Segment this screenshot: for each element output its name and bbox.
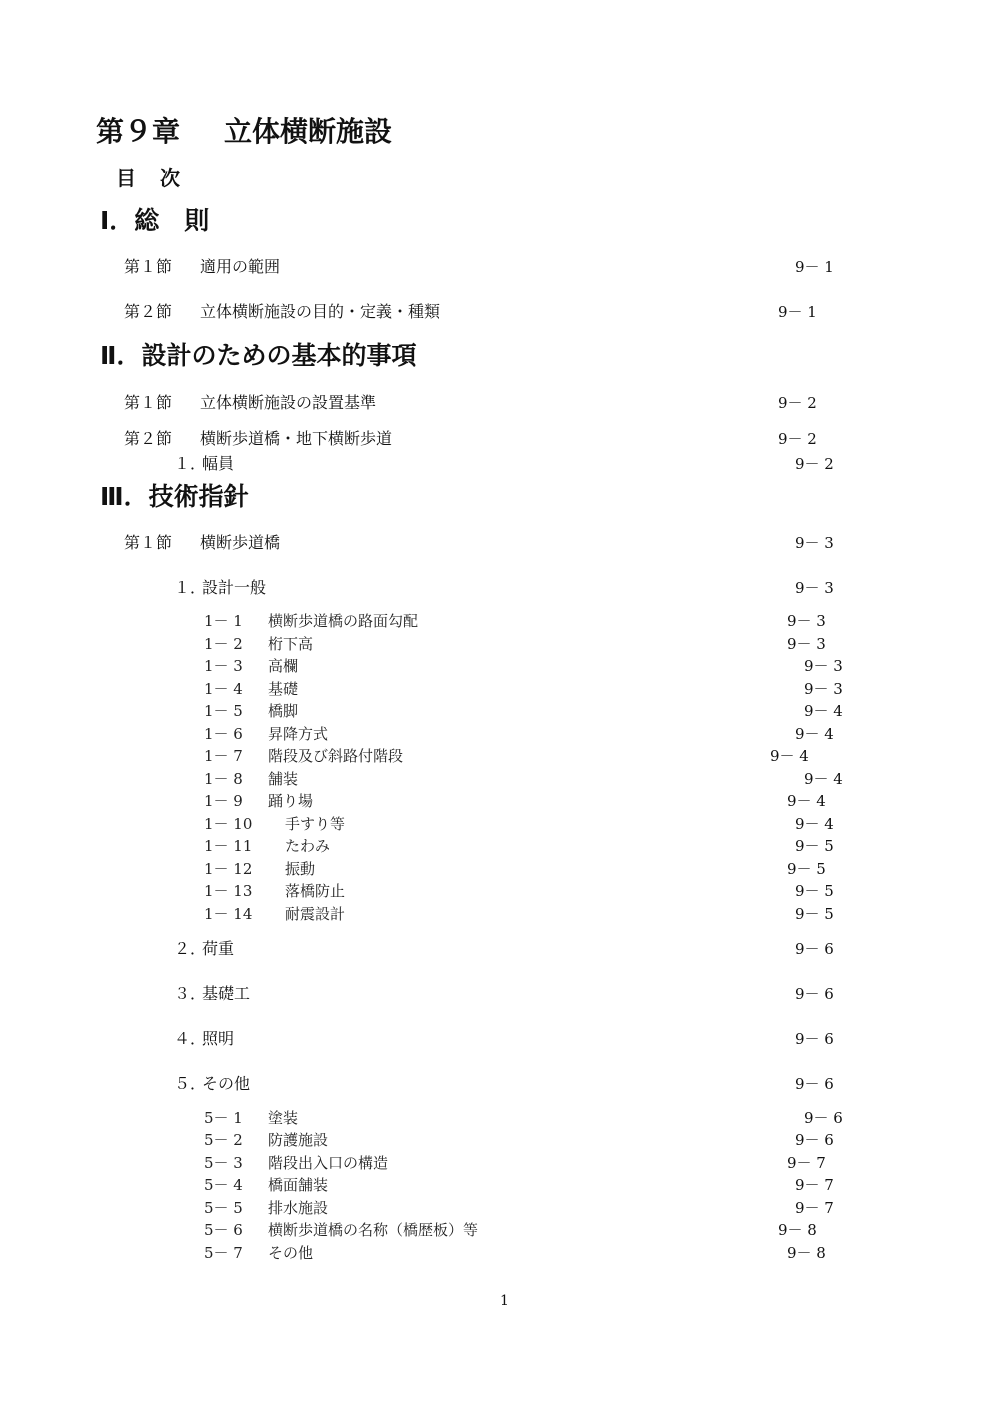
toc-entry-title: 横断歩道橋 (200, 533, 281, 552)
toc-entry-number: 1－ 3 (204, 657, 243, 675)
toc-entry-page: 9－ 4 (787, 792, 826, 810)
chapter-number: 第９章 (96, 115, 181, 148)
toc-entry-number: 第１節 (124, 257, 173, 276)
part-heading: Ⅱ．設計のための基本的事項 (100, 341, 417, 370)
toc-entry-number: 5－ 3 (204, 1154, 243, 1172)
toc-entry-page: 9－ 6 (795, 1030, 834, 1048)
toc-entry-title: 塗装 (268, 1109, 299, 1127)
toc-entry-page: 9－ 6 (795, 985, 834, 1003)
toc-entry-page: 9－ 3 (795, 534, 834, 552)
toc-entry-title: 立体横断施設の設置基準 (200, 393, 377, 412)
toc-entry-page: 9－ 3 (804, 657, 843, 675)
toc-entry-page: 9－ 5 (795, 837, 834, 855)
toc-entry-page: 9－ 5 (795, 882, 834, 900)
toc-entry-page: 9－ 2 (778, 394, 817, 412)
toc-entry-title: 排水施設 (268, 1199, 329, 1217)
toc-entry-number: 第２節 (124, 429, 173, 448)
toc-entry-title: 振動 (285, 860, 316, 878)
toc-entry-title: 照明 (202, 1029, 235, 1048)
toc-entry-page: 9－ 3 (795, 579, 834, 597)
chapter-title: 立体横断施設 (224, 115, 393, 148)
toc-entry-number: ４． (174, 1029, 207, 1048)
toc-entry-title: 階段及び斜路付階段 (268, 747, 404, 765)
toc-entry-page: 9－ 6 (804, 1109, 843, 1127)
toc-entry-title: 適用の範囲 (200, 257, 281, 276)
toc-entry-page: 9－ 8 (787, 1244, 826, 1262)
toc-entry-number: 1－ 4 (204, 680, 243, 698)
toc-entry-page: 9－ 4 (795, 725, 834, 743)
toc-entry-title: 設計一般 (202, 578, 267, 597)
toc-entry-title: 横断歩道橋の路面勾配 (268, 612, 419, 630)
toc-entry-title: 踊り場 (268, 792, 314, 810)
toc-entry-title: 昇降方式 (268, 725, 329, 743)
toc-entry-page: 9－ 7 (795, 1176, 834, 1194)
toc-entry-page: 9－ 4 (770, 747, 809, 765)
toc-entry-number: 1－ 11 (204, 837, 253, 855)
toc-entry-title: 橋脚 (268, 702, 299, 720)
toc-entry-title: 基礎工 (202, 984, 251, 1003)
toc-entry-page: 9－ 5 (787, 860, 826, 878)
toc-entry-title: 橋面舗装 (268, 1176, 329, 1194)
toc-entry-number: １． (174, 578, 207, 597)
toc-entry-number: 1－ 13 (204, 882, 253, 900)
toc-entry-page: 9－ 3 (804, 680, 843, 698)
toc-entry-number: １． (174, 454, 207, 473)
toc-entry-title: 基礎 (268, 680, 299, 698)
toc-entry-page: 9－ 2 (778, 430, 817, 448)
toc-entry-title: その他 (202, 1074, 251, 1093)
part-heading: Ⅰ．総 則 (100, 206, 210, 235)
page-number: 1 (500, 1293, 509, 1309)
toc-entry-number: 5－ 1 (204, 1109, 243, 1127)
toc-entry-number: 5－ 7 (204, 1244, 243, 1262)
toc-entry-number: ５． (174, 1074, 207, 1093)
toc-entry-number: 5－ 4 (204, 1176, 243, 1194)
toc-entry-title: 横断歩道橋・地下横断歩道 (200, 429, 393, 448)
toc-entry-title: 幅員 (202, 454, 235, 473)
toc-entry-title: 防護施設 (268, 1131, 329, 1149)
toc-entry-page: 9－ 5 (795, 905, 834, 923)
toc-entry-number: 第２節 (124, 302, 173, 321)
toc-entry-number: 1－ 2 (204, 635, 243, 653)
toc-entry-page: 9－ 6 (795, 1131, 834, 1149)
toc-entry-number: 1－ 8 (204, 770, 243, 788)
toc-entry-page: 9－ 3 (787, 612, 826, 630)
toc-entry-number: 5－ 2 (204, 1131, 243, 1149)
toc-entry-title: 落橋防止 (285, 882, 346, 900)
toc-entry-page: 9－ 2 (795, 455, 834, 473)
toc-entry-page: 9－ 6 (795, 1075, 834, 1093)
toc-entry-page: 9－ 7 (795, 1199, 834, 1217)
toc-entry-number: 第１節 (124, 393, 173, 412)
toc-entry-title: 耐震設計 (285, 905, 346, 923)
toc-entry-title: 手すり等 (285, 815, 346, 833)
toc-entry-page: 9－ 4 (804, 770, 843, 788)
toc-entry-page: 9－ 8 (778, 1221, 817, 1239)
toc-entry-page: 9－ 7 (787, 1154, 826, 1172)
toc-entry-title: 立体横断施設の目的・定義・種類 (200, 302, 441, 321)
part-heading: Ⅲ．技術指針 (100, 482, 249, 511)
toc-entry-number: 1－ 10 (204, 815, 253, 833)
toc-entry-number: 1－ 14 (204, 905, 253, 923)
toc-entry-title: 荷重 (202, 939, 235, 958)
toc-entry-number: 1－ 5 (204, 702, 243, 720)
toc-entry-number: 1－ 9 (204, 792, 243, 810)
toc-entry-title: たわみ (285, 837, 331, 855)
toc-entry-number: 1－ 6 (204, 725, 243, 743)
toc-entry-page: 9－ 1 (795, 258, 834, 276)
toc-entry-number: ３． (174, 984, 207, 1003)
toc-entry-number: 1－ 7 (204, 747, 243, 765)
toc-entry-number: 1－ 1 (204, 612, 243, 630)
toc-entry-page: 9－ 1 (778, 303, 817, 321)
toc-entry-title: 舗装 (268, 770, 299, 788)
toc-entry-page: 9－ 3 (787, 635, 826, 653)
toc-entry-page: 9－ 4 (804, 702, 843, 720)
toc-entry-title: 階段出入口の構造 (268, 1154, 389, 1172)
toc-entry-number: 5－ 6 (204, 1221, 243, 1239)
toc-entry-number: ２． (174, 939, 207, 958)
toc-entry-number: 5－ 5 (204, 1199, 243, 1217)
toc-label: 目次 (116, 166, 204, 190)
toc-entry-title: 高欄 (268, 657, 299, 675)
toc-entry-title: 横断歩道橋の名称（橋歴板）等 (268, 1221, 479, 1239)
toc-entry-number: 1－ 12 (204, 860, 253, 878)
toc-entry-page: 9－ 6 (795, 940, 834, 958)
toc-entry-page: 9－ 4 (795, 815, 834, 833)
toc-entry-title: 桁下高 (268, 635, 314, 653)
toc-entry-number: 第１節 (124, 533, 173, 552)
toc-entry-title: その他 (268, 1244, 314, 1262)
